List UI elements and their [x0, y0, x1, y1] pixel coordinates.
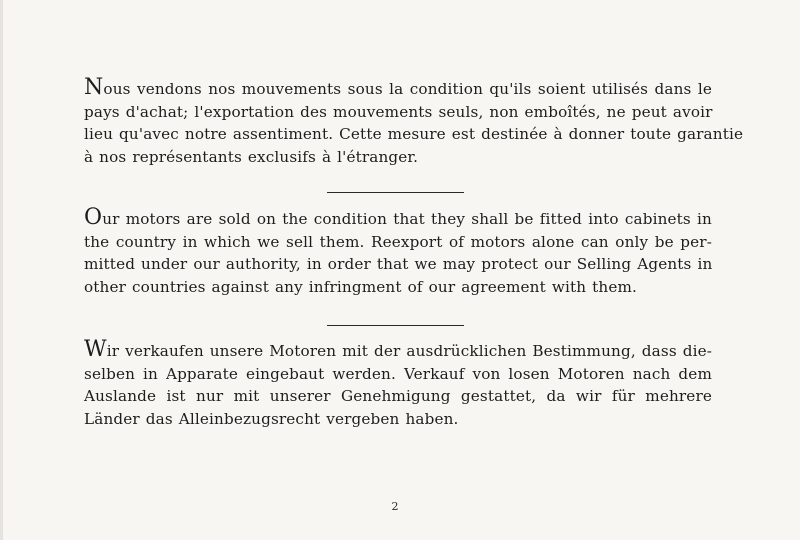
paragraph-line: pays d'achat; l'exportation des mouvements seuls, non emboîtés, ne peut avoir	[84, 102, 713, 121]
paragraph-line	[84, 337, 713, 363]
line-text: ous vendons nos mouvements sous la condition qu'ils soient utilisés dans le	[103, 80, 712, 98]
paragraph-line: selben in Apparate eingebaut werden. Verkauf von losen Motoren nach dem	[84, 364, 712, 383]
paragraph-english	[84, 205, 713, 298]
paragraph-line	[84, 75, 712, 101]
paragraph-line: Auslande ist nur mit unserer Genehmigung gestattet, da wir für mehrere	[84, 387, 712, 405]
paragraph-german	[84, 337, 713, 430]
paragraph-french	[84, 75, 744, 168]
paragraph-line: other countries against any infringment of our agreement with them.	[84, 277, 638, 296]
section-divider	[327, 192, 464, 193]
paragraph-line: mitted under our authority, in order that we may protect our Selling Agents in	[84, 255, 713, 273]
paragraph-line: the country in which we sell them. Reexport of motors alone can only be per-	[84, 232, 712, 251]
section-divider	[327, 325, 464, 326]
paragraph-line	[84, 205, 712, 231]
paragraph-line: à nos représentants exclusifs à l'étranger.	[84, 147, 419, 166]
line-text: ur motors are sold on the condition that they shall be fitted into cabinets in	[102, 210, 712, 228]
dropcap: O	[84, 205, 103, 230]
paragraph-line: Länder das Alleinbezugsrecht vergeben haben.	[84, 409, 459, 428]
dropcap: W	[84, 337, 107, 362]
line-text: ir verkaufen unsere Motoren mit der ausdrücklichen Bestimmung, dass die-	[106, 342, 713, 360]
dropcap: N	[84, 75, 104, 100]
paragraph-line: lieu qu'avec notre assentiment. Cette mesure est destinée à donner toute garantie	[84, 125, 744, 143]
page-number: 2	[391, 500, 399, 513]
page-edge	[0, 0, 3, 540]
